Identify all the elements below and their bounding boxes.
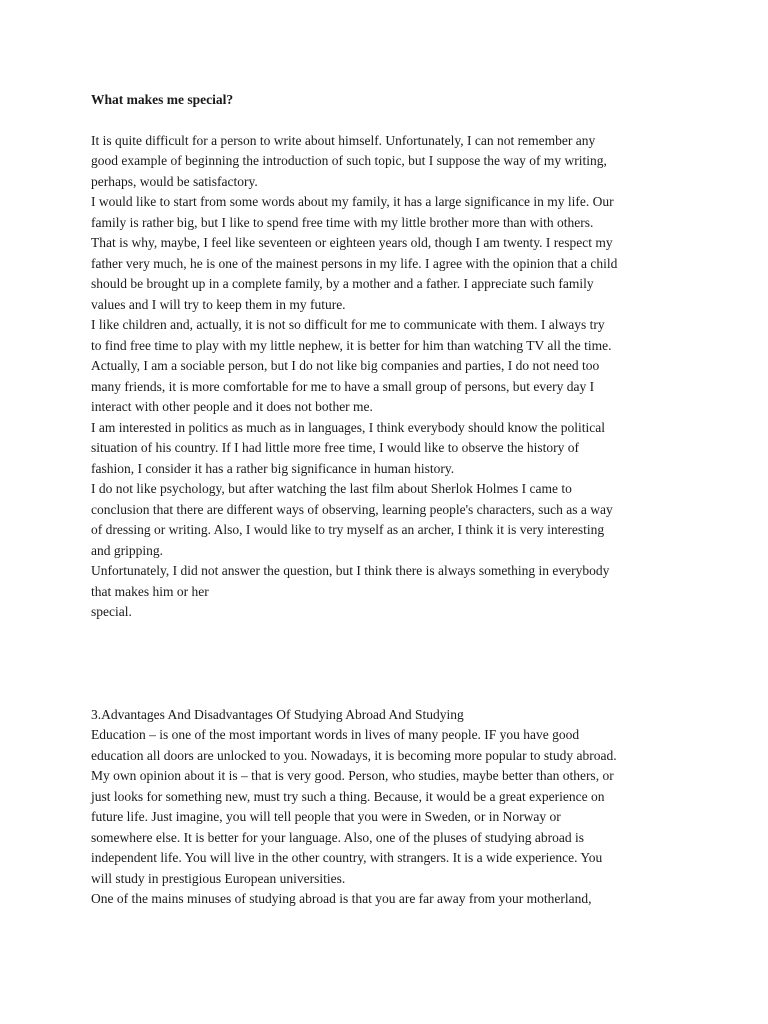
text-line: of dressing or writing. Also, I would like to try myself as an archer, I think it is very interesting [91, 522, 605, 537]
text-line: independent life. You will live in the other country, with strangers. It is a wide experience. You [91, 850, 603, 865]
text-line: that makes him or her [91, 583, 209, 599]
text-line: special. [91, 604, 132, 619]
text-line: family is rather big, but I like to spend free time with my little brother more than with others. [91, 214, 594, 230]
text-line: future life. Just imagine, you will tell people that you were in Sweden, or in Norway or [91, 809, 561, 824]
text-line: and gripping. [91, 542, 163, 558]
text-line: to find free time to play with my little nephew, it is better for him than watching TV all the time. [91, 337, 612, 353]
text-line: good example of beginning the introduction of such topic, but I suppose the way of my writing, [91, 153, 607, 168]
text-line: I am interested in politics as much as in languages, I think everybody should know the political [91, 419, 606, 435]
text-line: interact with other people and it does not bother me. [91, 399, 373, 414]
essay-body [91, 131, 711, 623]
text-line: One of the mains minuses of studying abroad is that you are far away from your motherland, [91, 891, 592, 906]
text-line: should be brought up in a complete family, by a mother and a father. I appreciate such family [91, 276, 594, 291]
text-line: education all doors are unlocked to you. Nowadays, it is becoming more popular to study abroad. [91, 747, 617, 763]
text-line: many friends, it is more comfortable for me to have a small group of persons, but every day I [91, 378, 595, 394]
text-line: I would like to start from some words about my family, it has a large significance in my life. Our [91, 194, 614, 209]
text-line: father very much, he is one of the mainest persons in my life. I agree with the opinion that a child [91, 255, 618, 271]
text-line: somewhere else. It is better for your language. Also, one of the pluses of studying abroad is [91, 829, 585, 845]
text-line: Unfortunately, I did not answer the question, but I think there is always something in everybody [91, 563, 610, 578]
text-line: Actually, I am a sociable person, but I do not like big companies and parties, I do not need too [91, 358, 600, 373]
text-line: will study in prestigious European universities. [91, 870, 346, 886]
text-line: values and I will try to keep them in my future. [91, 296, 346, 312]
text-line: just looks for something new, must try such a thing. Because, it would be a great experience on [91, 788, 605, 804]
text-line: It is quite difficult for a person to write about himself. Unfortunately, I can not remember any [91, 132, 596, 148]
text-line: I do not like psychology, but after watching the last film about Sherlok Holmes I came to [91, 481, 572, 496]
text-line: fashion, I consider it has a rather big significance in human history. [91, 460, 455, 476]
text-line: My own opinion about it is – that is very good. Person, who studies, maybe better than others, or [91, 768, 614, 783]
text-line: That is why, maybe, I feel like seventeen or eighteen years old, though I am twenty. I respect my [91, 235, 613, 250]
text-line: situation of his country. If I had little more free time, I would like to observe the history of [91, 440, 580, 455]
section-spacer [91, 623, 711, 705]
document-page [91, 90, 711, 910]
essay-title: What makes me special? [91, 92, 234, 107]
text-line: Education – is one of the most important words in lives of many people. IF you have good [91, 727, 580, 742]
section-heading: 3.Advantages And Disadvantages Of Studying Abroad And Studying [91, 706, 464, 722]
section-body [91, 725, 711, 910]
text-line: conclusion that there are different ways of observing, learning people's characters, such as a way [91, 501, 613, 517]
text-line: perhaps, would be satisfactory. [91, 173, 258, 189]
text-line: I like children and, actually, it is not so difficult for me to communicate with them. I always try [91, 317, 605, 332]
